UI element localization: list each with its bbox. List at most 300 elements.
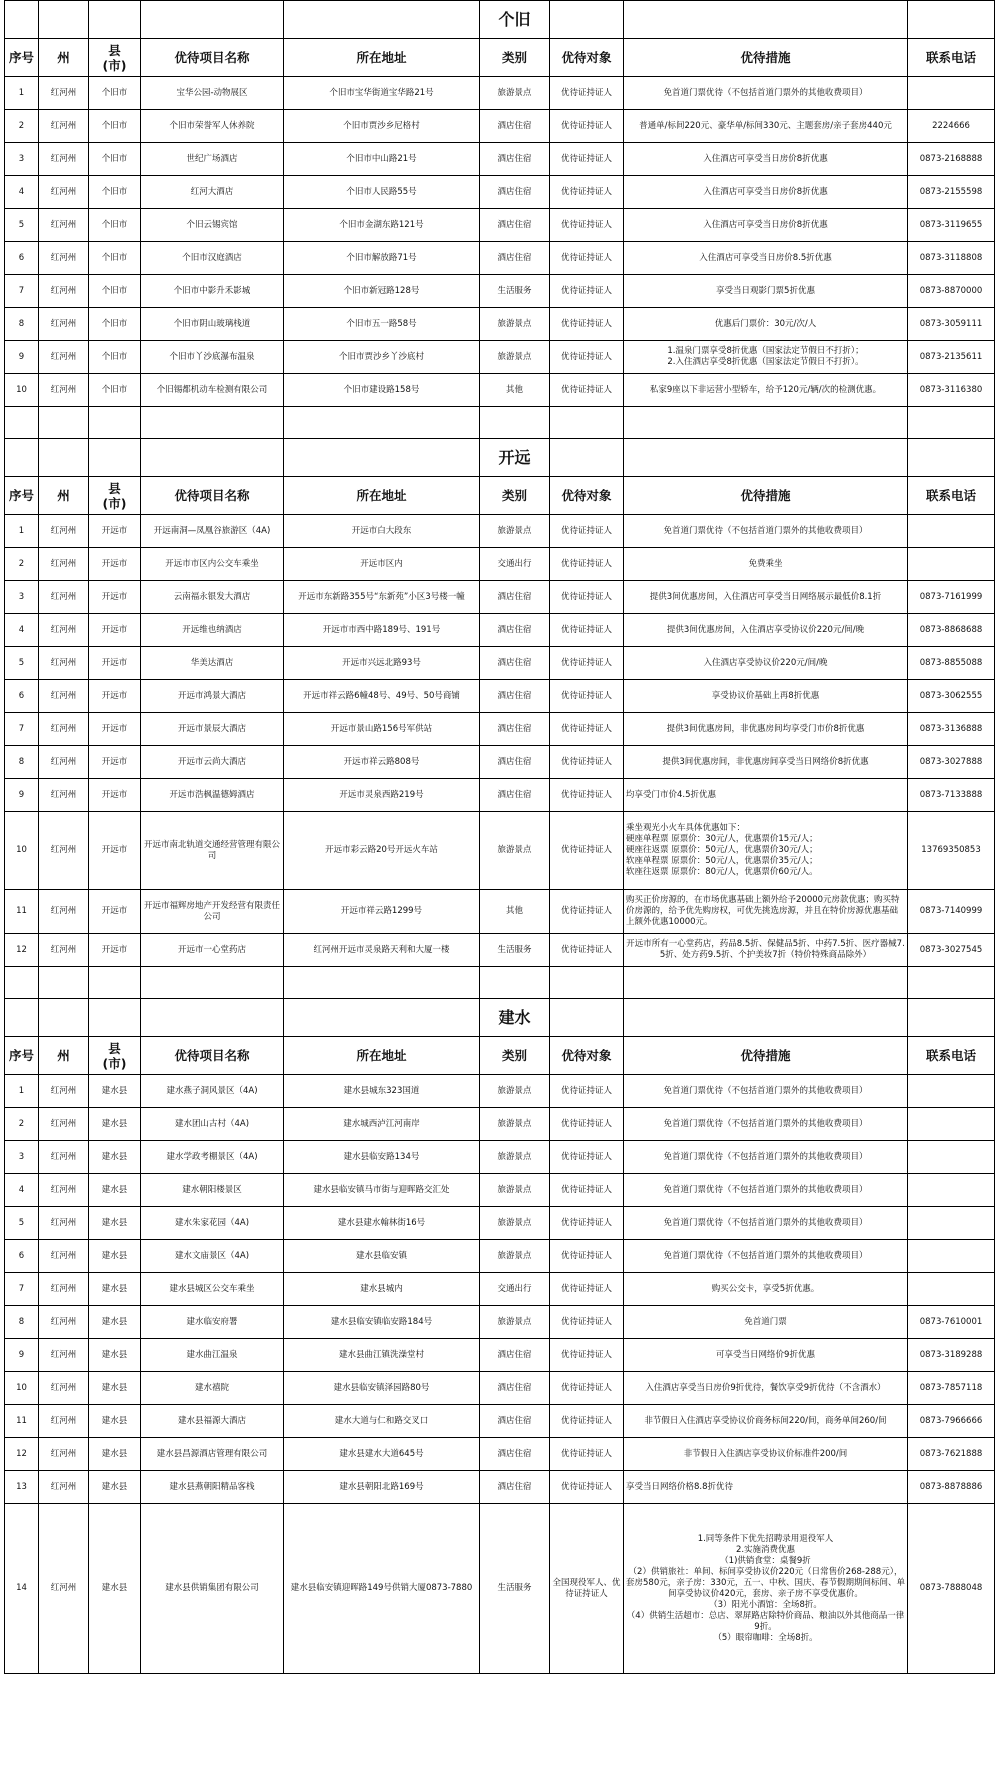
table-row <box>5 647 995 680</box>
category: 旅游景点 <box>480 1207 550 1240</box>
blank-cell <box>284 999 480 1037</box>
benefit-measure: 提供3间优惠房间，非优惠房间享受当日网络价8折优惠 <box>624 746 908 779</box>
county: 个旧市 <box>89 143 141 176</box>
blank-cell <box>141 407 284 439</box>
category: 酒店住宿 <box>480 143 550 176</box>
beneficiary: 优待证持证人 <box>550 1108 624 1141</box>
row-index: 5 <box>5 1207 39 1240</box>
benefit-measure: 享受当日观影门票5折优惠 <box>624 275 908 308</box>
column-header: 州 <box>39 39 89 77</box>
column-header: 州 <box>39 1037 89 1075</box>
phone: 0873-3189288 <box>908 1339 995 1372</box>
category: 酒店住宿 <box>480 110 550 143</box>
address: 建水县临安镇临安路184号 <box>284 1306 480 1339</box>
blank-cell <box>5 407 39 439</box>
benefit-measure: 享受当日网络价格8.8折优待 <box>624 1471 908 1504</box>
blank-cell <box>89 1 141 39</box>
category: 其他 <box>480 890 550 934</box>
blank-cell <box>141 439 284 477</box>
prefecture: 红河州 <box>39 779 89 812</box>
beneficiary: 优待证持证人 <box>550 242 624 275</box>
column-header: 优待项目名称 <box>141 477 284 515</box>
blank-cell <box>550 1 624 39</box>
benefit-name: 华美达酒店 <box>141 647 284 680</box>
address: 红河州开远市灵泉路天利和大厦一楼 <box>284 934 480 967</box>
address: 个旧市贾沙乡尼格村 <box>284 110 480 143</box>
address: 建水县城东323国道 <box>284 1075 480 1108</box>
table-row <box>5 1174 995 1207</box>
table-row <box>5 746 995 779</box>
table-row <box>5 1108 995 1141</box>
county: 个旧市 <box>89 308 141 341</box>
beneficiary: 优待证持证人 <box>550 143 624 176</box>
benefit-name: 宝华公园-动物展区 <box>141 77 284 110</box>
beneficiary: 优待证持证人 <box>550 1306 624 1339</box>
row-index: 11 <box>5 890 39 934</box>
beneficiary: 优待证持证人 <box>550 890 624 934</box>
row-index: 10 <box>5 1372 39 1405</box>
blank-cell <box>550 407 624 439</box>
phone: 0873-7621888 <box>908 1438 995 1471</box>
phone: 0873-3116380 <box>908 374 995 407</box>
phone: 0873-3027545 <box>908 934 995 967</box>
benefit-measure: 私家9座以下非运营小型轿车，给予120元/辆/次的检测优惠。 <box>624 374 908 407</box>
phone <box>908 1207 995 1240</box>
county: 开远市 <box>89 515 141 548</box>
row-index: 5 <box>5 647 39 680</box>
phone: 2224666 <box>908 110 995 143</box>
beneficiary: 优待证持证人 <box>550 176 624 209</box>
prefecture: 红河州 <box>39 1438 89 1471</box>
county: 建水县 <box>89 1207 141 1240</box>
blank-cell <box>39 1 89 39</box>
beneficiary: 优待证持证人 <box>550 209 624 242</box>
prefecture: 红河州 <box>39 1372 89 1405</box>
blank-cell <box>141 967 284 999</box>
phone: 0873-7610001 <box>908 1306 995 1339</box>
table-row <box>5 308 995 341</box>
address: 个旧市建设路158号 <box>284 374 480 407</box>
column-header: 优待项目名称 <box>141 39 284 77</box>
column-header: 县 (市) <box>89 1037 141 1075</box>
category: 旅游景点 <box>480 1075 550 1108</box>
benefit-name: 红河大酒店 <box>141 176 284 209</box>
address: 建水县临安镇迎晖路149号供销大厦0873-7880 <box>284 1504 480 1674</box>
beneficiary: 优待证持证人 <box>550 1405 624 1438</box>
blank-cell <box>5 967 39 999</box>
county: 开远市 <box>89 713 141 746</box>
phone: 0873-2168888 <box>908 143 995 176</box>
row-index: 12 <box>5 934 39 967</box>
table-row <box>5 1141 995 1174</box>
beneficiary: 优待证持证人 <box>550 308 624 341</box>
prefecture: 红河州 <box>39 275 89 308</box>
table-row <box>5 1339 995 1372</box>
row-index: 10 <box>5 374 39 407</box>
beneficiary: 优待证持证人 <box>550 812 624 890</box>
benefit-measure: 享受协议价基础上再8折优惠 <box>624 680 908 713</box>
benefit-name: 建水县供销集团有限公司 <box>141 1504 284 1674</box>
column-header: 类别 <box>480 477 550 515</box>
column-header: 联系电话 <box>908 1037 995 1075</box>
benefit-name: 建水朝阳楼景区 <box>141 1174 284 1207</box>
prefecture: 红河州 <box>39 1108 89 1141</box>
row-index: 7 <box>5 1273 39 1306</box>
benefit-name: 个旧市中影升禾影城 <box>141 275 284 308</box>
prefecture: 红河州 <box>39 1471 89 1504</box>
benefit-measure: 优惠后门票价：30元/次/人 <box>624 308 908 341</box>
beneficiary: 优待证持证人 <box>550 1372 624 1405</box>
category: 酒店住宿 <box>480 581 550 614</box>
row-index: 6 <box>5 680 39 713</box>
benefit-name: 建水团山古村（4A) <box>141 1108 284 1141</box>
benefit-name: 云南福永银发大酒店 <box>141 581 284 614</box>
county: 个旧市 <box>89 374 141 407</box>
county: 开远市 <box>89 647 141 680</box>
phone: 0873-3136888 <box>908 713 995 746</box>
benefit-name: 个旧市丫沙底瀑布温泉 <box>141 341 284 374</box>
county: 建水县 <box>89 1075 141 1108</box>
column-header: 序号 <box>5 477 39 515</box>
address: 个旧市贾沙乡丫沙底村 <box>284 341 480 374</box>
address: 开远市灵泉西路219号 <box>284 779 480 812</box>
table-row <box>5 614 995 647</box>
blank-cell <box>284 407 480 439</box>
blank-cell <box>624 967 908 999</box>
column-header: 类别 <box>480 39 550 77</box>
prefecture: 红河州 <box>39 581 89 614</box>
table-row <box>5 1504 995 1674</box>
benefit-measure: 非节假日入住酒店享受协议价商务标间220/间，商务单间260/间 <box>624 1405 908 1438</box>
beneficiary: 优待证持证人 <box>550 548 624 581</box>
row-index: 11 <box>5 1405 39 1438</box>
blank-cell <box>908 999 995 1037</box>
county: 建水县 <box>89 1306 141 1339</box>
beneficiary: 优待证持证人 <box>550 614 624 647</box>
county: 建水县 <box>89 1240 141 1273</box>
benefit-measure: 入住酒店可享受当日房价8折优惠 <box>624 209 908 242</box>
benefit-measure: 免首道门票优待（不包括首道门票外的其他收费项目） <box>624 1141 908 1174</box>
benefit-measure: 免首道门票优待（不包括首道门票外的其他收费项目） <box>624 515 908 548</box>
benefit-measure: 免首道门票优待（不包括首道门票外的其他收费项目） <box>624 1174 908 1207</box>
blank-cell <box>624 999 908 1037</box>
prefecture: 红河州 <box>39 713 89 746</box>
blank-cell <box>39 967 89 999</box>
phone <box>908 77 995 110</box>
address: 个旧市中山路21号 <box>284 143 480 176</box>
table-row <box>5 110 995 143</box>
table-row <box>5 1372 995 1405</box>
county: 开远市 <box>89 934 141 967</box>
row-index: 5 <box>5 209 39 242</box>
benefit-measure: 购买公交卡，享受5折优惠。 <box>624 1273 908 1306</box>
column-header: 优待对象 <box>550 1037 624 1075</box>
phone: 0873-3119655 <box>908 209 995 242</box>
beneficiary: 优待证持证人 <box>550 713 624 746</box>
blank-cell <box>908 967 995 999</box>
table-row <box>5 143 995 176</box>
benefit-name: 建水县燕朝阳精品客栈 <box>141 1471 284 1504</box>
blank-cell <box>89 439 141 477</box>
column-header: 所在地址 <box>284 39 480 77</box>
prefecture: 红河州 <box>39 1405 89 1438</box>
category: 酒店住宿 <box>480 746 550 779</box>
row-index: 4 <box>5 176 39 209</box>
beneficiary: 优待证持证人 <box>550 647 624 680</box>
phone <box>908 1240 995 1273</box>
county: 建水县 <box>89 1108 141 1141</box>
benefit-measure: 非节假日入住酒店享受协议价标准件200/间 <box>624 1438 908 1471</box>
benefit-name: 建水燕子洞风景区（4A) <box>141 1075 284 1108</box>
address: 建水县临安路134号 <box>284 1141 480 1174</box>
table-row <box>5 515 995 548</box>
category: 旅游景点 <box>480 1108 550 1141</box>
phone: 0873-2155598 <box>908 176 995 209</box>
blank-cell <box>624 407 908 439</box>
prefecture: 红河州 <box>39 515 89 548</box>
phone <box>908 1141 995 1174</box>
column-header: 州 <box>39 477 89 515</box>
section-spacer-row <box>5 967 995 999</box>
county: 建水县 <box>89 1471 141 1504</box>
veteran-benefits-table <box>4 0 995 1674</box>
phone: 0873-7140999 <box>908 890 995 934</box>
prefecture: 红河州 <box>39 341 89 374</box>
table-row <box>5 374 995 407</box>
category: 旅游景点 <box>480 77 550 110</box>
category: 旅游景点 <box>480 812 550 890</box>
column-header: 优待措施 <box>624 1037 908 1075</box>
benefit-name: 建水县昌源酒店管理有限公司 <box>141 1438 284 1471</box>
table-row <box>5 934 995 967</box>
beneficiary: 优待证持证人 <box>550 1273 624 1306</box>
blank-cell <box>908 407 995 439</box>
benefit-measure: 普通单/标间220元、豪华单/标间330元、主题套房/亲子套房440元 <box>624 110 908 143</box>
benefit-measure: 提供3间优惠房间，入住酒店享受协议价220元/间/晚 <box>624 614 908 647</box>
phone: 0873-7161999 <box>908 581 995 614</box>
address: 建水县朝阳北路169号 <box>284 1471 480 1504</box>
beneficiary: 全国现役军人、优待证持证人 <box>550 1504 624 1674</box>
address: 个旧市新冠路128号 <box>284 275 480 308</box>
benefit-measure: 免首道门票优待（不包括首道门票外的其他收费项目） <box>624 1240 908 1273</box>
table-row <box>5 1306 995 1339</box>
row-index: 8 <box>5 308 39 341</box>
benefit-measure: 免首道门票优待（不包括首道门票外的其他收费项目） <box>624 1108 908 1141</box>
benefit-name: 世纪广场酒店 <box>141 143 284 176</box>
row-index: 7 <box>5 713 39 746</box>
address: 个旧市宝华街道宝华路21号 <box>284 77 480 110</box>
benefit-name: 建水县城区公交车乘坐 <box>141 1273 284 1306</box>
row-index: 9 <box>5 341 39 374</box>
phone: 0873-8868688 <box>908 614 995 647</box>
beneficiary: 优待证持证人 <box>550 374 624 407</box>
blank-cell <box>480 967 550 999</box>
column-header: 优待措施 <box>624 39 908 77</box>
county: 个旧市 <box>89 275 141 308</box>
address: 开远市市西中路189号、191号 <box>284 614 480 647</box>
prefecture: 红河州 <box>39 746 89 779</box>
address: 建水县建水翰林街16号 <box>284 1207 480 1240</box>
prefecture: 红河州 <box>39 374 89 407</box>
phone <box>908 1108 995 1141</box>
county: 个旧市 <box>89 77 141 110</box>
phone: 0873-8878886 <box>908 1471 995 1504</box>
column-header-row <box>5 477 995 515</box>
beneficiary: 优待证持证人 <box>550 1438 624 1471</box>
blank-cell <box>550 439 624 477</box>
table-row <box>5 779 995 812</box>
row-index: 6 <box>5 1240 39 1273</box>
table-row <box>5 812 995 890</box>
beneficiary: 优待证持证人 <box>550 1075 624 1108</box>
prefecture: 红河州 <box>39 209 89 242</box>
benefit-name: 建水学政考棚景区（4A) <box>141 1141 284 1174</box>
phone <box>908 548 995 581</box>
category: 酒店住宿 <box>480 1438 550 1471</box>
beneficiary: 优待证持证人 <box>550 1174 624 1207</box>
table-row <box>5 548 995 581</box>
county: 开远市 <box>89 680 141 713</box>
prefecture: 红河州 <box>39 143 89 176</box>
address: 建水城西泸江河南岸 <box>284 1108 480 1141</box>
blank-cell <box>141 1 284 39</box>
column-header: 县 (市) <box>89 477 141 515</box>
county: 开远市 <box>89 614 141 647</box>
benefit-measure: 均享受门市价4.5折优惠 <box>624 779 908 812</box>
document-page <box>4 0 994 1674</box>
benefit-measure: 入住酒店可享受当日房价8折优惠 <box>624 143 908 176</box>
prefecture: 红河州 <box>39 1273 89 1306</box>
blank-cell <box>908 1 995 39</box>
blank-cell <box>141 999 284 1037</box>
phone <box>908 515 995 548</box>
table-row <box>5 242 995 275</box>
category: 酒店住宿 <box>480 209 550 242</box>
row-index: 6 <box>5 242 39 275</box>
row-index: 9 <box>5 779 39 812</box>
prefecture: 红河州 <box>39 1504 89 1674</box>
phone: 0873-2135611 <box>908 341 995 374</box>
blank-cell <box>284 439 480 477</box>
benefit-name: 开远市市区内公交车乘坐 <box>141 548 284 581</box>
benefit-measure: 免费乘坐 <box>624 548 908 581</box>
category: 旅游景点 <box>480 1306 550 1339</box>
blank-cell <box>908 439 995 477</box>
table-row <box>5 1273 995 1306</box>
column-header: 序号 <box>5 39 39 77</box>
phone: 0873-3062555 <box>908 680 995 713</box>
benefit-name: 开远南洞—凤凰谷旅游区（4A) <box>141 515 284 548</box>
blank-cell <box>89 407 141 439</box>
row-index: 7 <box>5 275 39 308</box>
category: 其他 <box>480 374 550 407</box>
row-index: 3 <box>5 581 39 614</box>
beneficiary: 优待证持证人 <box>550 746 624 779</box>
beneficiary: 优待证持证人 <box>550 1240 624 1273</box>
table-row <box>5 1075 995 1108</box>
prefecture: 红河州 <box>39 934 89 967</box>
blank-cell <box>5 999 39 1037</box>
section-title-row <box>5 1 995 39</box>
table-row <box>5 275 995 308</box>
row-index: 8 <box>5 1306 39 1339</box>
address: 开远市祥云路808号 <box>284 746 480 779</box>
category: 酒店住宿 <box>480 176 550 209</box>
prefecture: 红河州 <box>39 308 89 341</box>
address: 个旧市金湖东路121号 <box>284 209 480 242</box>
phone: 0873-8855088 <box>908 647 995 680</box>
beneficiary: 优待证持证人 <box>550 515 624 548</box>
category: 酒店住宿 <box>480 1339 550 1372</box>
beneficiary: 优待证持证人 <box>550 275 624 308</box>
row-index: 3 <box>5 1141 39 1174</box>
benefit-name: 开远市云尚大酒店 <box>141 746 284 779</box>
prefecture: 红河州 <box>39 1240 89 1273</box>
benefit-measure: 入住酒店享受当日房价9折优待，餐饮享受9折优待（不含酒水） <box>624 1372 908 1405</box>
prefecture: 红河州 <box>39 1174 89 1207</box>
blank-cell <box>480 407 550 439</box>
benefit-name: 个旧市阴山玻璃栈道 <box>141 308 284 341</box>
blank-cell <box>89 967 141 999</box>
phone: 0873-7133888 <box>908 779 995 812</box>
phone: 0873-3059111 <box>908 308 995 341</box>
column-header: 所在地址 <box>284 477 480 515</box>
category: 酒店住宿 <box>480 1471 550 1504</box>
address: 建水县临安镇马市街与迎晖路交汇处 <box>284 1174 480 1207</box>
address: 开远市兴远北路93号 <box>284 647 480 680</box>
row-index: 2 <box>5 1108 39 1141</box>
benefit-name: 开远市福辉房地产开发经营有限责任公司 <box>141 890 284 934</box>
benefit-name: 开远维也纳酒店 <box>141 614 284 647</box>
table-row <box>5 341 995 374</box>
blank-cell <box>39 999 89 1037</box>
benefit-name: 个旧云锡宾馆 <box>141 209 284 242</box>
row-index: 9 <box>5 1339 39 1372</box>
table-row <box>5 1240 995 1273</box>
table-row <box>5 1405 995 1438</box>
category: 酒店住宿 <box>480 1372 550 1405</box>
county: 个旧市 <box>89 176 141 209</box>
column-header: 联系电话 <box>908 477 995 515</box>
table-row <box>5 1471 995 1504</box>
row-index: 1 <box>5 515 39 548</box>
address: 建水县曲江镇洗澡堂村 <box>284 1339 480 1372</box>
column-header: 所在地址 <box>284 1037 480 1075</box>
table-row <box>5 890 995 934</box>
table-row <box>5 1438 995 1471</box>
blank-cell <box>5 1 39 39</box>
category: 酒店住宿 <box>480 647 550 680</box>
phone: 0873-3118808 <box>908 242 995 275</box>
prefecture: 红河州 <box>39 242 89 275</box>
benefit-measure: 免首道门票 <box>624 1306 908 1339</box>
benefit-measure: 免首道门票优待（不包括首道门票外的其他收费项目） <box>624 77 908 110</box>
column-header-row <box>5 1037 995 1075</box>
category: 旅游景点 <box>480 308 550 341</box>
beneficiary: 优待证持证人 <box>550 1207 624 1240</box>
county: 开远市 <box>89 548 141 581</box>
county: 开远市 <box>89 779 141 812</box>
benefit-measure: 购买正价房源的，在市场优惠基础上额外给予20000元房款优惠；购买特价房源的，给予优先购房权，可优先挑选房源，并且在特价房源优惠基础上额外优惠10000元。 <box>624 890 908 934</box>
county: 建水县 <box>89 1438 141 1471</box>
benefit-name: 建水文庙景区（4A) <box>141 1240 284 1273</box>
beneficiary: 优待证持证人 <box>550 1471 624 1504</box>
benefit-name: 个旧市汉庭酒店 <box>141 242 284 275</box>
county: 建水县 <box>89 1405 141 1438</box>
benefit-measure: 入住酒店可享受当日房价8折优惠 <box>624 176 908 209</box>
benefit-name: 建水曲江温泉 <box>141 1339 284 1372</box>
address: 建水县临安镇泽园路80号 <box>284 1372 480 1405</box>
